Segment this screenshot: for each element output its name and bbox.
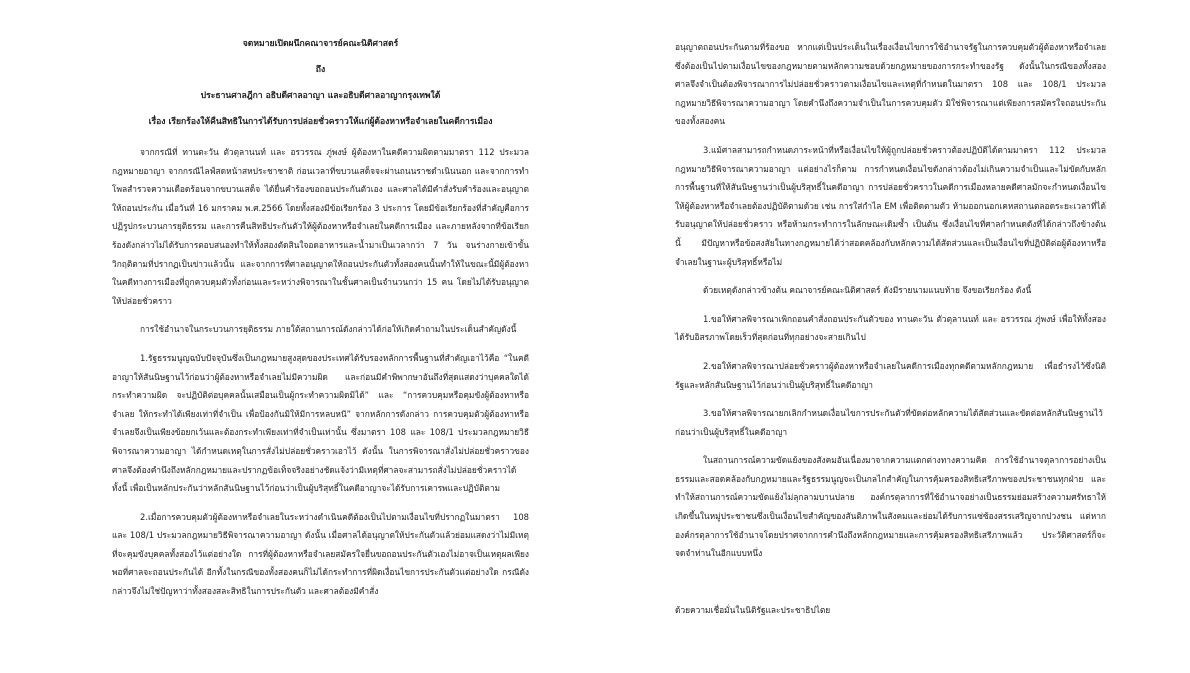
paragraph-point-1: 1.รัฐธรรมนูญฉบับปัจจุบันซึ่งเป็นกฎหมายสูงสุดของประเทศได้รับรองหลักการพื้นฐานที่สำคัญเอาไว้คือ “ในคดีอาญาให้สันนิษฐานไว้ก่อนว่าผู้ต้องหาหรือจำเลยไม่มีความผิด และก่อนมีคำพิพากษาอันถึงที่สุดแสดงว่าบุคคลใดได้กระทำความผิด จะปฏิบัติต่อบุคคลนั้นเสมือนเป็นผู้กระทำความผิดมิได้” และ “การควบคุมหรือคุมขังผู้ต้องหาหรือจำเลย ให้กระทำได้เพียงเท่าที่จำเป็น เพื่อป้องกันมิให้มีการหลบหนี” จากหลักการดังกล่าว การควบคุมตัวผู้ต้องหาหรือจำเลยจึงเป็นเพียงข้อยกเว้นและต้องกระทำเพียงเท่าที่จำเป็นเท่านั้น ซึ่งมาตรา 108 และ 108/1 ประมวลกฎหมายวิธีพิจารณาความอาญา ได้กำหนดเหตุในการสั่งไม่ปล่อยชั่วคราวเอาไว้ ดังนั้น ในการพิจารณาสั่งไม่ปล่อยชั่วคราวของศาลจึงต้องคำนึงถึงหลักกฎหมายและปรากฏข้อเท็จจริงอย่างชัดแจ้งว่ามีเหตุที่ศาลจะสามารถสั่งไม่ปล่อยชั่วคราวได้ ทั้งนี้ เพื่อเป็นหลักประกันว่าหลักสันนิษฐานไว้ก่อนว่าเป็นผู้บริสุทธิ์ในคดีอาญาจะได้รับการเคารพและปฏิบัติตาม — [112, 352, 529, 494]
demand-2: 2.ขอให้ศาลพิจารณาปล่อยชั่วคราวผู้ต้องหาหรือจำเลยในคดีการเมืองทุกคดีตามหลักกฎหมาย เพื่อธำรงไว้ซึ่งนิติรัฐและหลักสันนิษฐานไว้ก่อนว่าเป็นผู้บริสุทธิ์ในคดีอาญา — [675, 360, 1106, 390]
right-page — [595, 0, 1190, 673]
paragraph-point-3: 3.แม้ศาลสามารถกำหนดภาระหน้าที่หรือเงื่อนไขให้ผู้ถูกปล่อยชั่วคราวต้องปฏิบัติได้ตามมาตรา 112 ประมวลกฎหมายวิธีพิจารณาความอาญา แต่อย่างไรก็ตาม การกำหนดเงื่อนไขดังกล่าวต้องไม่เกินความจำเป็นและไม่ขัดกับหลักการพื้นฐานที่ให้สันนิษฐานว่าเป็นผู้บริสุทธิ์ในคดีอาญา การปล่อยชั่วคราวในคดีการเมืองหลายคดีศาลมักจะกำหนดเงื่อนไขให้ผู้ต้องหาหรือจำเลยต้องปฏิบัติตามด้วย เช่น การใส่กำไล EM เพื่อติดตามตัว ห้ามออกนอกเคหสถานตลอดระยะเวลาที่ได้รับอนุญาตให้ปล่อยชั่วคราว หรือห้ามกระทำการในลักษณะเดิมซ้ำ เป็นต้น ซึ่งเงื่อนไขที่ศาลกำหนดดังที่ได้กล่าวถึงข้างต้นนี้ มีปัญหาหรือข้อสงสัยในทางกฎหมายได้ว่าสอดคล้องกับหลักความได้สัดส่วนและเป็นเงื่อนไขที่ปฏิบัติต่อผู้ต้องหาหรือจำเลยในฐานะผู้บริสุทธิ์หรือไม่ — [675, 144, 1106, 267]
paragraph-point-2-cont: อนุญาตถอนประกันตามที่ร้องขอ หากแต่เป็นประเด็นในเรื่องเงื่อนไขการใช้อำนาจรัฐในการควบคุมตัวผู้ต้องหาหรือจำเลยซึ่งต้องเป็นไปตามเงื่อนไขของกฎหมายตามหลักความชอบด้วยกฎหมายของการกระทำของรัฐ ดังนั้นในกรณีของทั้งสอง ศาลจึงจำเป็นต้องพิจารณาการไม่ปล่อยชั่วคราวตามเงื่อนไขและเหตุที่กำหนดในมาตรา 108 และ 108/1 ประมวลกฎหมายวิธีพิจารณาความอาญา โดยคำนึงถึงความจำเป็นในการควบคุมตัว มิใช่พิจารณาแต่เพียงการสมัครใจถอนประกันของทั้งสองคน — [675, 42, 1106, 127]
signoff: ด้วยความเชื่อมั่นในนิติรัฐและประชาธิปไตย — [675, 604, 831, 615]
demand-3: 3.ขอให้ศาลพิจารณายกเลิกกำหนดเงื่อนไขการประกันตัวที่ขัดต่อหลักความได้สัดส่วนและขัดต่อหลักสันนิษฐานไว้ก่อนว่าเป็นผู้บริสุทธิ์ในคดีอาญา — [675, 408, 1103, 437]
paragraph-intro: จากกรณีที่ ทานตะวัน ตัวตุลานนท์ และ อรวรรณ ภู่พงษ์ ผู้ต้องหาในคดีความผิดตามมาตรา 112 ประมวลกฎหมายอาญา จากกรณีไลฟ์สดหน้าสหประชาชาติ ก่อนเวลาที่ขบวนเสด็จจะผ่านถนนราชดำเนินนอก และจากการทำโพลสำรวจความเดือดร้อนจากขบวนเสด็จ ได้ยื่นคำร้องขอถอนประกันตัวเอง และศาลได้มีคำสั่งรับคำร้องและอนุญาตให้ถอนประกัน เมื่อวันที่ 16 มกราคม พ.ศ.2566 โดยทั้งสองมีข้อเรียกร้อง 3 ประการ โดยมีข้อเรียกร้องที่สำคัญคือการปฏิรูปกระบวนการยุติธรรม และการคืนสิทธิประกันตัวให้ผู้ต้องหาหรือจำเลยในคดีการเมือง และภายหลังจากที่ข้อเรียกร้องดังกล่าวไม่ได้รับการตอบสนองทำให้ทั้งสองตัดสินใจอดอาหารและน้ำมาเป็นเวลากว่า 7 วัน จนร่างกายเข้าขั้นวิกฤติตามที่ปรากฏเป็นข่าวแล้วนั้น และจากการที่ศาลอนุญาตให้ถอนประกันตัวทั้งสองคนนั้นทำให้ในขณะนี้มีผู้ต้องหาในคดีทางการเมืองที่ถูกควบคุมตัวทั้งก่อนและระหว่างพิจารณาในชั้นศาลเป็นจำนวนกว่า 15 คน โดยไม่ได้รับอนุญาตให้ปล่อยชั่วคราว — [112, 147, 529, 306]
paragraph-question: การใช้อำนาจในกระบวนการยุติธรรม ภายใต้สถานการณ์ดังกล่าวได้ก่อให้เกิดคำถามในประเด็นสำคัญดังนี้ — [140, 324, 517, 335]
paragraph-demands-intro: ด้วยเหตุดังกล่าวข้างต้น คณาจารย์คณะนิติศาสตร์ ดังมีรายนามแนบท้าย จึงขอเรียกร้อง ดังนี้ — [703, 285, 1032, 296]
paragraph-point-2: 2.เมื่อการควบคุมตัวผู้ต้องหาหรือจำเลยในระหว่างดำเนินคดีต้องเป็นไปตามเงื่อนไขที่ปรากฏในมาตรา 108 และ 108/1 ประมวลกฎหมายวิธีพิจารณาความอาญา ดังนั้น เมื่อศาลได้อนุญาตให้ประกันตัวแล้วย่อมแสดงว่าไม่มีเหตุที่จะคุมขังบุคคลทั้งสองไว้แต่อย่างใด การที่ผู้ต้องหาหรือจำเลยสมัครใจยื่นขอถอนประกันตัวเองไม่อาจเป็นเหตุผลเพียงพอที่ศาลจะถอนประกันได้ อีกทั้งในกรณีของทั้งสองคนก็ไม่ได้กระทำการที่ผิดเงื่อนไขการประกันตัวแต่อย่างใด กรณีดังกล่าวจึงไม่ใช่ปัญหาว่าทั้งสองสละสิทธิในการประกันตัว และศาลต้องมีคำสั่ง — [112, 511, 529, 597]
letter-title: จดหมายเปิดผนึกคณาจารย์คณะนิติศาสตร์ — [242, 39, 399, 49]
recipients: ประธานศาลฎีกา อธิบดีศาลอาญา และอธิบดีศาลอาญากรุงเทพใต้ — [200, 91, 441, 101]
demand-1: 1.ขอให้ศาลพิจารณาเพิกถอนคำสั่งถอนประกันตัวของ ทานตะวัน ตัวตุลานนท์ และ อรวรรณ ภู่พงษ์ เพื่อให้ทั้งสองได้รับอิสรภาพโดยเร็วที่สุดก่อนที่ทุกอย่างจะสายเกินไป — [675, 313, 1106, 343]
recipient-to: ถึง — [315, 65, 326, 75]
letter-subject: เรื่อง เรียกร้องให้คืนสิทธิในการได้รับการปล่อยชั่วคราวให้แก่ผู้ต้องหาหรือจำเลยในคดีการเมือง — [148, 117, 493, 127]
paragraph-closing: ในสถานการณ์ความขัดแย้งของสังคมอันเนื่องมาจากความแตกต่างทางความคิด การใช้อำนาจตุลาการอย่างเป็นธรรมและสอดคล้องกับกฎหมายและรัฐธรรมนูญจะเป็นกลไกสำคัญในการคุ้มครองสิทธิเสรีภาพของประชาชนทุกฝ่าย และทำให้สถานการณ์ความขัดแย้งไม่ลุกลามบานปลาย องค์กรตุลาการที่ใช้อำนาจอย่างเป็นธรรมย่อมสร้างความศรัทธาให้เกิดขึ้นในหมู่ประชาชนซึ่งเป็นเงื่อนไขสำคัญของสันติภาพในสังคมและย่อมได้รับการแซ่ซ้องสรรเสริญจากปวงชน แต่หากองค์กรตุลาการใช้อำนาจโดยปราศจากการคำนึงถึงหลักกฎหมายและการคุ้มครองสิทธิเสรีภาพแล้ว ประวัติศาสตร์ก็จะจดจำท่านในอีกแบบหนึ่ง — [675, 455, 1106, 559]
